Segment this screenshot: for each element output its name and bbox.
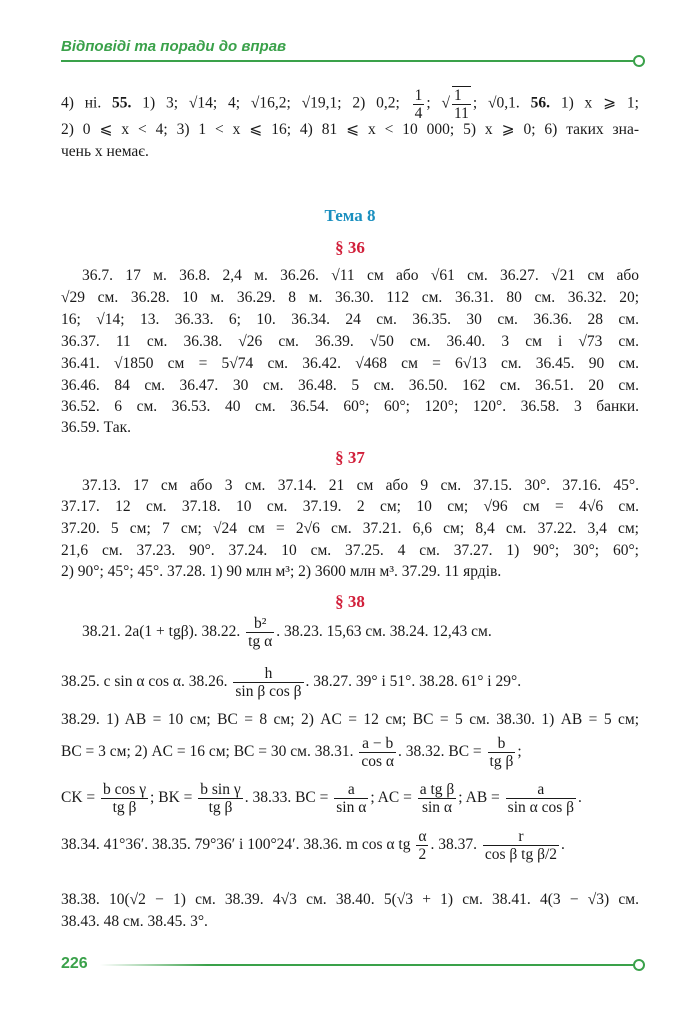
intro-text: ; √	[426, 94, 450, 112]
s37-line: 37.20. 5 см; 7 см; √24 см = 2√6 см. 37.21. 6,6 см; 8,4 см. 37.22. 3,4 см;	[61, 520, 639, 537]
section-heading-36: § 36	[335, 238, 365, 257]
fraction-denominator: tg α	[248, 633, 273, 651]
intro-line-2: 2) 0 ⩽ x < 4; 3) 1 < x ⩽ 16; 4) 81 ⩽ x < 10 000; 5) x ⩾ 0; 6) таких зна-	[61, 121, 639, 138]
s38-text: . 38.33. BC =	[244, 789, 329, 807]
s38-text: ; BK =	[150, 789, 193, 807]
s36-line: 36.59. Так.	[61, 419, 131, 436]
intro-text: 4) ні.	[61, 94, 113, 112]
s37-line: 37.13. 17 см або 3 см. 37.14. 21 см або 9 см. 37.15. 30°. 37.16. 45°.	[82, 477, 639, 494]
fraction	[334, 781, 368, 816]
fraction	[198, 781, 242, 816]
fraction-numerator: 1	[414, 86, 423, 104]
intro-line-3: чень x немає.	[61, 143, 149, 160]
fraction	[359, 735, 396, 770]
fraction-denominator: 4	[414, 104, 423, 122]
s38-line-2	[61, 665, 639, 700]
s38-text: ; AC =	[370, 789, 412, 807]
s36-line: 36.41. √1850 см = 5√74 см. 36.42. √468 см = 6√13 см. 36.45. 90 см.	[61, 355, 639, 372]
s38-text: .	[578, 789, 582, 807]
s38-text: CK =	[61, 789, 96, 807]
s38-text: BC = 3 см; 2) AC = 16 см; BC = 30 см. 38.31.	[61, 743, 354, 761]
intro-text: 1) 3; √14; 4; √16,2; √19,1; 2) 0,2;	[131, 94, 400, 112]
fraction-numerator: b sin γ	[200, 781, 241, 798]
s36-line: 36.46. 84 см. 36.47. 30 см. 36.48. 5 см. 36.50. 162 см. 36.51. 20 см.	[61, 377, 639, 394]
section-heading-38: § 38	[335, 592, 365, 611]
s38-line-7: 38.38. 10(√2 − 1) см. 38.39. 4√3 см. 38.40. 5(√3 + 1) см. 38.41. 4(3 − √3) см.	[61, 891, 639, 908]
fraction-denominator: tg β	[489, 753, 514, 771]
s38-line-6	[61, 828, 639, 863]
fraction-numerator: α	[418, 828, 427, 845]
s37-line: 2) 90°; 45°; 45°. 37.28. 1) 90 млн м³; 2) 3600 млн м³. 37.29. 11 ярдів.	[61, 563, 502, 580]
s38-line-5	[61, 781, 639, 816]
fraction	[418, 781, 457, 816]
s37-line: 37.17. 12 см. 37.18. 10 см. 37.19. 2 см; 10 см; √96 см = 4√6 см.	[61, 498, 639, 515]
exercise-number: 56.	[530, 94, 550, 112]
fraction-numerator: b	[488, 735, 516, 753]
fraction-numerator: a − b	[359, 735, 396, 753]
fraction-denominator: 2	[418, 846, 427, 864]
footer-rule-end-circle	[633, 959, 645, 971]
intro-text: 1) x ⩾ 1;	[550, 94, 639, 112]
fraction-denominator: sin β cos β	[235, 683, 302, 701]
fraction-numerator: a tg β	[419, 781, 455, 798]
intro-text: ; √0,1.	[472, 94, 531, 112]
s36-line: 36.52. 6 см. 36.53. 40 см. 36.54. 60°; 60°; 120°; 120°. 36.58. 3 банки.	[61, 398, 639, 415]
s38-text: 38.34. 41°36′. 38.35. 79°36′ і 100°24′. 38.36. m cos α tg	[61, 836, 411, 854]
s36-line: 36.37. 11 см. 36.38. √26 см. 36.39. √50 см. 36.40. 3 см і √73 см.	[61, 333, 639, 350]
s38-line-8: 38.43. 48 см. 38.45. 3°.	[61, 913, 208, 930]
s38-line-3: 38.29. 1) AB = 10 см; BC = 8 см; 2) AC = 12 см; BC = 5 см. 38.30. 1) AB = 5 см;	[61, 711, 639, 728]
s36-line: 36.7. 17 м. 36.8. 2,4 м. 36.26. √11 см або √61 см. 36.27. √21 см або	[82, 267, 639, 284]
section-heading-37: § 37	[335, 448, 365, 467]
fraction	[233, 665, 303, 700]
fraction-numerator: 1	[452, 87, 471, 105]
s36-line: √29 см. 36.28. 10 м. 36.29. 8 м. 36.30. 112 см. 36.31. 80 см. 36.32. 20;	[61, 289, 639, 306]
s38-line-4	[61, 735, 639, 770]
s38-text: ; AB =	[458, 789, 500, 807]
fraction	[483, 828, 559, 863]
fraction-denominator: sin α cos β	[507, 799, 575, 817]
running-header-title: Відповіді та поради до вправ	[61, 38, 287, 55]
fraction	[416, 828, 428, 863]
fraction-denominator: tg β	[208, 799, 233, 817]
footer-rule	[100, 964, 636, 966]
fraction-numerator: a	[334, 781, 368, 799]
fraction-denominator: sin α	[421, 799, 453, 817]
fraction	[413, 87, 425, 122]
header-rule-end-circle	[633, 55, 645, 67]
s37-line: 21,6 см. 37.23. 90°. 37.24. 10 см. 37.25. 4 см. 37.27. 1) 90°; 30°; 60°;	[61, 542, 639, 559]
s38-text: ;	[517, 743, 522, 761]
fraction-denominator: cos β tg β/2	[484, 846, 558, 864]
fraction-numerator: b²	[246, 615, 274, 633]
s38-text: . 38.27. 39° і 51°. 38.28. 61° і 29°.	[305, 673, 522, 691]
s38-line-1	[61, 615, 660, 650]
s38-text: . 38.37.	[430, 836, 477, 854]
fraction-numerator: a	[506, 781, 576, 799]
fraction	[488, 735, 516, 770]
fraction-numerator: b cos γ	[103, 781, 147, 798]
fraction	[506, 781, 576, 816]
page-number: 226	[61, 955, 88, 972]
s38-text: 38.21. 2a(1 + tgβ). 38.22.	[82, 623, 241, 641]
s36-line: 16; √14; 13. 36.33. 6; 10. 36.34. 24 см. 36.35. 30 см. 36.36. 28 см.	[61, 311, 639, 328]
exercise-number: 55.	[112, 94, 132, 112]
s38-text: . 38.32. BC =	[398, 743, 482, 761]
fraction-denominator: 11	[453, 105, 469, 123]
s38-text: .	[561, 836, 565, 854]
fraction-numerator: r	[483, 828, 559, 846]
s38-text: 38.25. c sin α cos α. 38.26.	[61, 673, 228, 691]
fraction-under-root	[452, 86, 471, 122]
fraction	[246, 615, 274, 650]
header-rule	[61, 60, 636, 62]
s38-text: . 38.23. 15,63 см. 38.24. 12,43 см.	[276, 623, 492, 641]
intro-line-1	[61, 86, 639, 122]
topic-heading: Тема 8	[324, 206, 376, 225]
fraction-denominator: cos α	[361, 753, 394, 771]
fraction-denominator: tg β	[112, 799, 137, 817]
fraction-numerator: h	[233, 665, 303, 683]
fraction-denominator: sin α	[336, 799, 367, 817]
fraction	[101, 781, 148, 816]
